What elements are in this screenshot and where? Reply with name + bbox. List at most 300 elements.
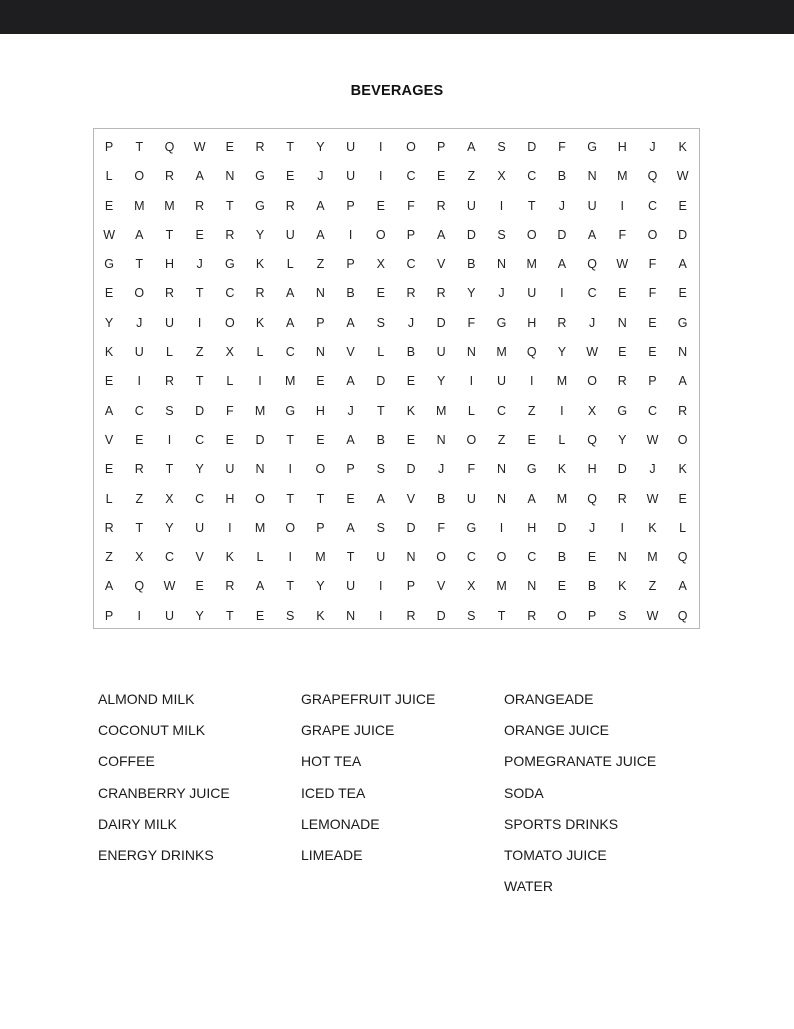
grid-letter: Y [255,227,265,242]
grid-letter: H [164,257,174,272]
word-list-item: LEMONADE [301,815,380,832]
grid-letter: M [285,374,296,389]
grid-letter: O [134,286,145,301]
grid-letter: T [195,286,204,301]
grid-letter: C [406,257,416,272]
grid-letter: B [406,345,416,360]
grid-letter: R [134,462,144,477]
grid-letter: A [678,257,687,272]
letter-grid [94,133,698,631]
grid-letter: B [557,169,567,184]
grid-letter: O [285,520,296,535]
grid-letter: U [164,608,174,623]
grid-letter: R [527,608,537,623]
grid-letter: C [527,550,537,565]
grid-letter: A [346,315,355,330]
grid-letter: N [527,579,537,594]
grid-letter: P [104,608,114,623]
grid-letter: Q [587,432,597,447]
grid-letter: E [618,286,627,301]
grid-letter: W [676,169,689,184]
word-list-item: CRANBERRY JUICE [98,784,230,801]
grid-letter: I [620,520,625,535]
grid-letter: K [255,257,265,272]
grid-letter: Z [316,257,325,272]
grid-letter: P [316,520,325,535]
grid-letter: N [497,257,507,272]
grid-letter: I [469,374,474,389]
grid-letter: A [255,579,265,594]
grid-letter: N [436,432,446,447]
grid-letter: S [497,227,506,242]
grid-letter: V [436,579,446,594]
grid-letter: M [164,198,175,213]
grid-letter: A [316,198,325,213]
grid-letter: H [617,140,627,154]
grid-letter: T [286,432,295,447]
grid-letter: U [195,520,205,535]
word-list-item: COCONUT MILK [98,722,206,739]
grid-letter: I [620,198,625,213]
word-list-item: SPORTS DRINKS [504,815,619,832]
grid-letter: R [406,608,416,623]
grid-letter: T [135,140,144,154]
grid-letter: E [104,374,114,389]
grid-letter: Q [677,608,688,623]
grid-letter: T [316,491,325,506]
grid-letter: L [256,345,264,360]
grid-letter: E [316,432,325,447]
grid-letter: E [195,227,204,242]
grid-letter: F [437,520,445,535]
grid-letter: R [255,286,265,301]
grid-letter: R [164,286,174,301]
grid-letter: G [677,315,688,330]
grid-letter: G [285,403,296,418]
grid-letter: V [104,432,114,447]
grid-letter: U [527,286,537,301]
grid-letter: O [315,462,326,477]
grid-letter: E [678,491,687,506]
grid-letter: T [346,550,355,565]
grid-letter: Z [467,169,476,184]
grid-letter: A [316,227,325,242]
grid-letter: O [436,550,447,565]
grid-letter: E [104,286,114,301]
grid-letter: V [436,257,446,272]
grid-letter: U [225,462,235,477]
grid-letter: P [406,579,416,594]
grid-letter: E [104,198,114,213]
grid-letter: M [526,257,537,272]
grid-letter: D [376,374,386,389]
grid-letter: U [346,140,356,154]
grid-letter: L [256,550,264,565]
grid-letter: A [104,403,114,418]
grid-letter: K [406,403,416,418]
grid-letter: L [558,432,566,447]
grid-letter: Z [135,491,144,506]
grid-letter: U [497,374,507,389]
grid-letter: W [163,579,176,594]
word-list-item: TOMATO JUICE [504,846,607,863]
grid-letter: L [105,169,113,184]
grid-letter: G [255,169,265,184]
grid-letter: Q [647,169,658,184]
grid-letter: T [135,520,144,535]
grid-letter: B [587,579,597,594]
grid-letter: C [497,403,507,418]
grid-letter: R [406,286,416,301]
grid-letter: I [137,374,142,389]
grid-letter: Q [587,257,597,272]
grid-letter: K [648,520,657,535]
grid-letter: B [376,432,385,447]
grid-letter: L [377,345,385,360]
grid-letter: C [195,432,205,447]
grid-letter: X [497,169,506,184]
grid-letter: I [167,432,172,447]
grid-letter: I [499,198,504,213]
grid-letter: K [678,462,687,477]
grid-letter: Q [526,345,537,360]
grid-letter: U [285,227,295,242]
grid-letter: T [226,198,234,213]
grid-letter: Q [587,491,597,506]
grid-letter: N [617,550,627,565]
grid-letter: Y [436,374,446,389]
grid-letter: R [104,520,114,535]
grid-letter: E [648,315,657,330]
word-list-item: ORANGEADE [504,691,594,707]
grid-letter: T [165,227,174,242]
grid-letter: E [678,286,687,301]
grid-letter: I [288,462,292,477]
grid-letter: C [195,491,205,506]
word-list-column [504,684,707,902]
grid-letter: X [135,550,144,565]
grid-letter: T [376,403,385,418]
word-search-grid [93,128,700,629]
grid-letter: F [648,286,657,301]
grid-letter: D [406,462,416,477]
grid-letter: D [406,520,416,535]
grid-letter: H [225,491,235,506]
grid-letter: C [587,286,597,301]
top-bar [0,0,794,34]
grid-letter: Y [467,286,476,301]
grid-letter: S [497,140,506,154]
grid-letter: Z [648,579,657,594]
word-list-item: ICED TEA [301,784,366,801]
grid-letter: G [587,140,597,154]
grid-letter: J [438,462,445,477]
grid-letter: F [648,257,657,272]
grid-letter: K [255,315,265,330]
grid-letter: E [406,432,416,447]
grid-letter: E [316,374,325,389]
grid-letter: J [407,315,415,330]
grid-letter: F [467,462,476,477]
grid-letter: A [346,520,355,535]
grid-letter: M [556,491,568,506]
grid-letter: P [406,227,416,242]
grid-letter: T [286,579,295,594]
grid-letter: Q [134,579,145,594]
grid-letter: J [558,198,566,213]
grid-letter: E [255,608,265,623]
grid-letter: O [466,432,477,447]
grid-letter: G [104,257,114,272]
grid-letter: R [678,403,688,418]
grid-letter: N [225,169,235,184]
grid-letter: F [618,227,627,242]
grid-letter: E [225,432,235,447]
grid-letter: W [103,227,115,242]
word-list-item: DAIRY MILK [98,815,177,832]
grid-letter: E [104,462,114,477]
grid-letter: T [226,608,234,623]
grid-letter: U [346,169,356,184]
grid-letter: G [496,315,507,330]
grid-letter: D [678,227,688,242]
grid-letter: O [557,608,567,623]
grid-letter: S [376,462,385,477]
grid-letter: T [165,462,174,477]
grid-letter: I [379,140,383,154]
grid-letter: E [225,140,235,154]
grid-letter: U [134,345,144,360]
grid-letter: K [225,550,235,565]
grid-letter: L [286,257,294,272]
word-list-item: POMEGRANATE JUICE [504,753,657,770]
grid-letter: U [466,198,476,213]
grid-letter: A [678,579,687,594]
grid-letter: U [346,579,356,594]
grid-letter: Z [497,432,506,447]
grid-letter: W [646,608,659,623]
grid-letter: B [346,286,355,301]
grid-letter: D [436,608,446,623]
grid-letter: V [195,550,204,565]
grid-letter: A [527,491,536,506]
grid-letter: J [588,520,596,535]
grid-letter: Z [105,550,113,565]
grid-letter: P [316,315,325,330]
grid-letter: C [134,403,144,418]
grid-letter: P [346,198,355,213]
grid-letter: C [225,286,235,301]
word-list-item: WATER [504,878,553,895]
grid-letter: R [225,227,235,242]
grid-letter: P [346,257,355,272]
grid-letter: R [285,198,295,213]
grid-letter: Y [618,432,627,447]
grid-letter: S [286,608,295,623]
grid-letter: U [587,198,597,213]
grid-letter: R [617,374,627,389]
grid-letter: D [557,227,567,242]
grid-letter: R [255,140,265,154]
grid-letter: R [164,169,174,184]
grid-letter: D [436,315,446,330]
grid-letter: M [617,169,628,184]
grid-letter: M [134,198,145,213]
grid-letter: E [286,169,295,184]
grid-letter: A [346,432,355,447]
grid-letter: J [196,257,203,272]
grid-letter: J [347,403,354,418]
grid-letter: I [197,315,202,330]
grid-letter: I [529,374,534,389]
word-list-item: HOT TEA [301,753,362,770]
grid-letter: Q [164,140,175,154]
grid-letter: X [376,257,385,272]
grid-letter: N [587,169,597,184]
grid-letter: Y [195,462,204,477]
grid-letter: E [376,198,385,213]
word-list-column [98,684,301,902]
grid-letter: I [560,403,564,418]
grid-letter: P [436,140,446,154]
grid-letter: G [224,257,235,272]
grid-letter: N [255,462,265,477]
grid-letter: N [315,286,325,301]
grid-letter: K [618,579,627,594]
grid-letter: O [496,550,507,565]
grid-letter: Z [527,403,536,418]
grid-letter: Q [677,550,688,565]
grid-letter: J [649,140,656,154]
grid-letter: G [617,403,628,418]
word-list-item: ORANGE JUICE [504,722,610,739]
grid-letter: C [164,550,174,565]
grid-letter: H [527,315,537,330]
grid-letter: U [164,315,174,330]
grid-letter: K [557,462,567,477]
grid-letter: W [616,257,629,272]
grid-letter: A [467,140,476,154]
grid-letter: A [286,286,295,301]
grid-letter: T [286,140,295,154]
grid-letter: Y [165,520,174,535]
grid-letter: W [586,345,598,360]
grid-letter: T [195,374,204,389]
grid-letter: M [435,403,447,418]
grid-letter: O [134,169,145,184]
grid-letter: R [164,374,174,389]
grid-letter: Y [195,608,204,623]
grid-letter: D [557,520,567,535]
grid-letter: A [104,579,114,594]
grid-letter: F [226,403,234,418]
grid-letter: H [527,520,537,535]
grid-letter: E [587,550,597,565]
grid-letter: I [379,169,383,184]
grid-letter: E [135,432,144,447]
grid-letter: L [679,520,687,535]
grid-letter: Z [195,345,204,360]
grid-letter: T [135,257,144,272]
grid-letter: H [587,462,597,477]
grid-letter: G [466,520,477,535]
grid-letter: J [498,286,505,301]
grid-letter: S [376,520,385,535]
grid-letter: K [316,608,325,623]
grid-letter: N [315,345,325,360]
grid-letter: J [136,315,143,330]
grid-letter: A [376,491,385,506]
grid-letter: G [526,462,537,477]
grid-letter: D [617,462,627,477]
grid-letter: O [587,374,597,389]
grid-letter: M [556,374,568,389]
grid-letter: E [376,286,385,301]
grid-letter: N [497,462,507,477]
grid-letter: A [587,227,597,242]
grid-letter: K [104,345,114,360]
word-list-column [301,684,504,902]
word-list-item: COFFEE [98,753,155,770]
grid-letter: R [195,198,205,213]
grid-letter: O [677,432,688,447]
grid-letter: L [105,491,113,506]
grid-letter: K [678,140,687,154]
grid-letter: N [497,491,507,506]
grid-letter: C [285,345,295,360]
grid-letter: N [346,608,356,623]
grid-letter: I [560,286,564,301]
grid-letter: S [467,608,476,623]
word-list-item: ALMOND MILK [98,691,195,707]
grid-letter: N [466,345,476,360]
grid-letter: H [315,403,325,418]
grid-letter: F [407,198,415,213]
grid-letter: D [255,432,265,447]
grid-letter: M [254,403,266,418]
word-list-item: LIMEADE [301,846,363,863]
grid-letter: R [617,491,627,506]
grid-letter: D [466,227,476,242]
grid-letter: R [225,579,235,594]
grid-letter: F [558,140,566,154]
grid-letter: M [647,550,658,565]
grid-letter: J [317,169,324,184]
grid-letter: R [557,315,567,330]
grid-letter: X [225,345,235,360]
grid-letter: X [467,579,476,594]
grid-letter: O [526,227,537,242]
grid-letter: S [165,403,174,418]
grid-letter: A [135,227,144,242]
grid-letter: E [195,579,204,594]
grid-letter: U [376,550,386,565]
grid-letter: P [587,608,597,623]
word-list [98,684,707,902]
grid-letter: W [646,432,659,447]
grid-letter: T [497,608,506,623]
grid-letter: N [617,315,627,330]
grid-letter: L [165,345,173,360]
grid-letter: V [406,491,416,506]
grid-letter: E [648,345,657,360]
grid-letter: P [648,374,657,389]
grid-letter: E [618,345,627,360]
grid-letter: D [527,140,537,154]
grid-letter: F [467,315,476,330]
grid-letter: A [436,227,446,242]
word-list-item: GRAPE JUICE [301,722,395,739]
